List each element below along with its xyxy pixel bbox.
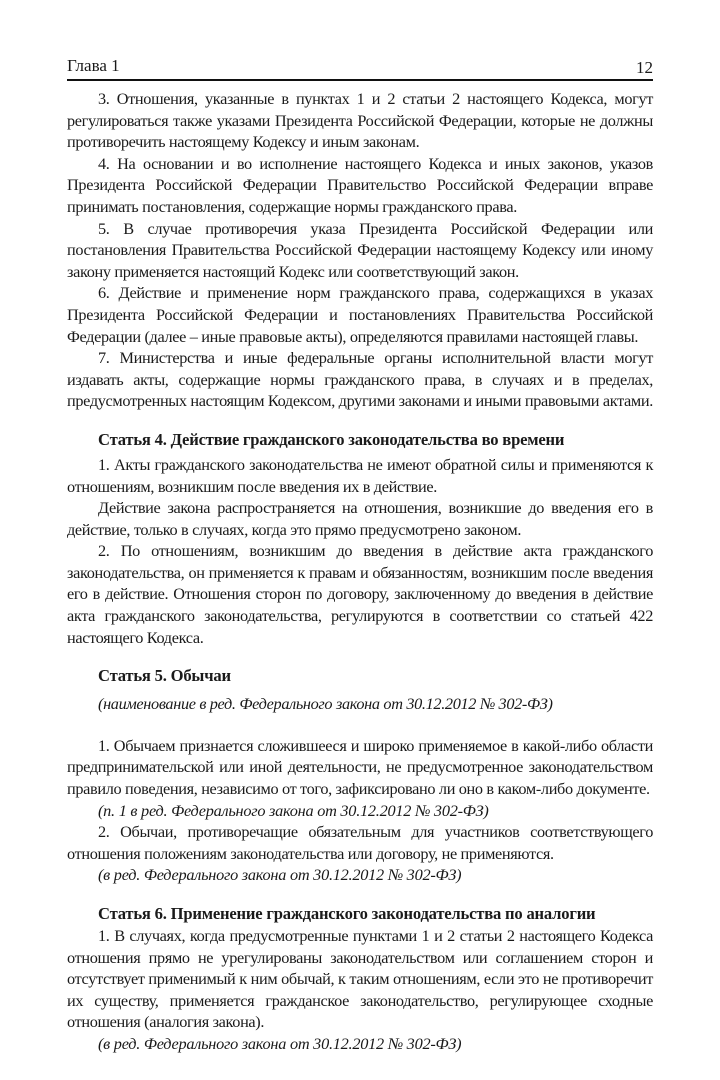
paragraph: 4. На основании и во исполнение настоящего Кодекса и иных законов, указов Президента Российской Федерации Правительство Российской Федерации вправе принимать постановления, содержащие нормы гражданского права. bbox=[67, 153, 653, 216]
paragraph: 2. Обычаи, противоречащие обязательным для участников соответствующего отношения положениям законодательства или договору, не применяются. bbox=[67, 822, 653, 863]
chapter-label: Глава 1 bbox=[67, 56, 120, 75]
document-page bbox=[67, 54, 653, 1055]
paragraph: 3. Отношения, указанные в пунктах 1 и 2 статьи 2 настоящего Кодекса, могут регулироваться также указами Президента Российской Федерации, которые не должны противоречить настоящему Кодексу и иным законам. bbox=[67, 89, 653, 152]
paragraph: Действие закона распространяется на отношения, возникшие до введения его в действие, только в случаях, когда это прямо предусмотрено законом. bbox=[67, 498, 653, 539]
amendment-note: (наименование в ред. Федерального закона от 30.12.2012 № 302-ФЗ) bbox=[98, 694, 553, 714]
article-5-heading: Статья 5. Обычаи bbox=[98, 666, 231, 686]
paragraph: 6. Действие и применение норм гражданского права, содержащихся в указах Президента Российской Федерации и постановлениях Правительства Российской Федерации (далее – иные правовые акты), определяются правилами настоящей главы. bbox=[67, 283, 653, 346]
running-header bbox=[67, 54, 653, 81]
amendment-note: (п. 1 в ред. Федерального закона от 30.12.2012 № 302-ФЗ) bbox=[98, 800, 489, 820]
paragraph: 1. В случаях, когда предусмотренные пунктами 1 и 2 статьи 2 настоящего Кодекса отношения прямо не урегулированы законодательством или соглашением сторон и отсутствует применимый к ним обычай, к таким отношениям, если это не противоречит их существу, применяется гражданское законодательство, регулирующее сходные отношения (аналогия закона). bbox=[67, 926, 653, 1032]
spacer bbox=[67, 886, 653, 903]
paragraph: 1. Акты гражданского законодательства не имеют обратной силы и применяются к отношениям, возникшим после введения их в действие. bbox=[67, 454, 653, 496]
spacer bbox=[67, 648, 653, 665]
spacer bbox=[67, 412, 653, 429]
paragraph: 2. По отношениям, возникшим до введения в действие акта гражданского законодательства, он применяется к правам и обязанностям, возникшим после введения его в действие. Отношения сторон по договору, заключенному до введения в действие акта гражданского законодательства, регулируются в соответствии со статьей 422 настоящего Кодекса. bbox=[67, 541, 653, 647]
paragraph: 1. Обычаем признается сложившееся и широко применяемое в какой-либо области предпринимательской или иной деятельности, не предусмотренное законодательством правило поведения, независимо от того, зафиксировано ли оно в каком-либо документе. bbox=[67, 735, 653, 799]
amendment-note: (в ред. Федерального закона от 30.12.2012 № 302-ФЗ) bbox=[98, 865, 462, 885]
paragraph: 7. Министерства и иные федеральные органы исполнительной власти могут издавать акты, содержащие нормы гражданского права, в случаях и в пределах, предусмотренных настоящим Кодексом, другими законами и иными правовыми актами. bbox=[67, 348, 653, 411]
page-number: 12 bbox=[636, 58, 653, 77]
article-6-heading: Статья 6. Применение гражданского законодательства по аналогии bbox=[98, 904, 596, 923]
paragraph: 5. В случае противоречия указа Президента Российской Федерации или постановления Правительства Российской Федерации настоящему Кодексу или иному закону применяется настоящий Кодекс или соответствующий закон. bbox=[67, 218, 653, 281]
article-4-heading: Статья 4. Действие гражданского законодательства во времени bbox=[98, 429, 565, 449]
page-body bbox=[67, 88, 653, 1055]
amendment-note: (в ред. Федерального закона от 30.12.2012 № 302-ФЗ) bbox=[98, 1033, 462, 1053]
